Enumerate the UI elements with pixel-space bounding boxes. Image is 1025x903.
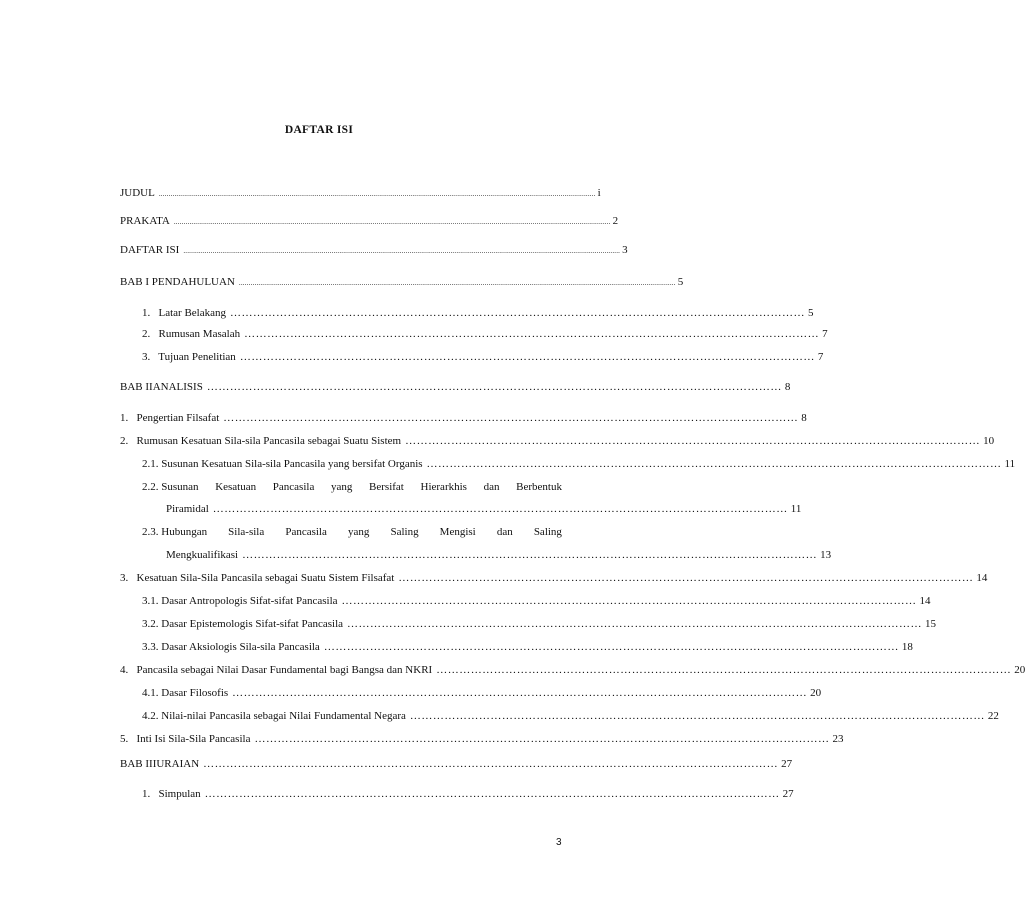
toc-entry-rumusan-kesatuan[interactable] (120, 434, 995, 448)
toc-entry-label: 1. Pengertian Filsafat (120, 412, 220, 424)
dot-leader: …………………………………………………………………………………………………………………………………… (203, 758, 779, 770)
dot-leader: …………………………………………………………………………………………………………………………………… (223, 412, 799, 424)
toc-entry-label: 2.1. Susunan Kesatuan Sila-sila Pancasila yang bersifat Organis (142, 458, 423, 470)
toc-entry-hubungan[interactable] (142, 525, 562, 539)
dot-leader: …………………………………………………………………………………………………………………………………… (323, 641, 899, 653)
toc-entry-label: BAB I PENDAHULUAN (120, 276, 235, 288)
toc-entry-label: 4. Pancasila sebagai Nilai Dasar Fundamental bagi Bangsa dan NKRI (120, 664, 433, 676)
toc-entry-label: Mengkualifikasi (166, 549, 239, 561)
dot-leader: …………………………………………………………………………………………………………………………………… (232, 687, 808, 699)
toc-entry-page: 15 (925, 618, 937, 630)
toc-entry-label: 3.3. Dasar Aksiologis Sila-sila Pancasila (142, 641, 320, 653)
dot-leader: …………………………………………………………………………………………………………………………………… (426, 458, 1002, 470)
toc-entry-page: 11 (790, 503, 802, 515)
dot-leader: …………………………………………………………………………………………………………………………………… (212, 503, 788, 515)
word: Mengisi (439, 526, 476, 538)
dot-leader: ................................................................................................................................................................................................................................ (158, 190, 596, 198)
dot-leader: ................................................................................................................................................................................................................................ (183, 247, 621, 255)
word: Saling (390, 526, 419, 538)
toc-entry-dasar-filosofis[interactable] (142, 686, 822, 700)
toc-entry-pengertian-filsafat[interactable] (120, 411, 807, 425)
toc-entry-label: 3.1. Dasar Antropologis Sifat-sifat Pancasila (142, 595, 338, 607)
toc-entry-prakata[interactable] (120, 214, 619, 229)
toc-entry-nilai-dasar-fundamental[interactable] (120, 663, 1025, 677)
toc-entry-page: 14 (976, 572, 988, 584)
page-title: DAFTAR ISI (284, 124, 354, 136)
dot-leader: …………………………………………………………………………………………………………………………………… (405, 435, 981, 447)
word: Sila-sila (228, 526, 265, 538)
toc-entry-simpulan[interactable] (142, 787, 794, 801)
toc-entry-bab-2[interactable] (120, 380, 791, 394)
toc-entry-label: Piramidal (166, 503, 209, 515)
dot-leader: …………………………………………………………………………………………………………………………………… (230, 307, 805, 319)
dot-leader: …………………………………………………………………………………………………………………………………… (436, 664, 1012, 676)
word: dan (496, 526, 513, 538)
dot-leader: …………………………………………………………………………………………………………………………………… (347, 618, 923, 630)
toc-entry-page: i (597, 187, 601, 199)
toc-entry-susunan-hierarkhis[interactable] (142, 480, 562, 494)
dot-leader: …………………………………………………………………………………………………………………………………… (204, 788, 780, 800)
toc-entry-dasar-epistemologis[interactable] (142, 617, 937, 631)
word: yang (347, 526, 370, 538)
toc-entry-label: 3. Kesatuan Sila-Sila Pancasila sebagai Suatu Sistem Filsafat (120, 572, 395, 584)
dot-leader: ................................................................................................................................................................................................................................ (173, 218, 611, 226)
toc-entry-page: 27 (782, 788, 794, 800)
toc-entry-label: 3.2. Dasar Epistemologis Sifat-sifat Pancasila (142, 618, 344, 630)
word: dan (483, 481, 500, 493)
page-number: 3 (556, 837, 562, 848)
toc-entry-page: 8 (784, 381, 791, 393)
toc-entry-bab-3[interactable] (120, 757, 793, 771)
word: yang (330, 481, 353, 493)
toc-entry-rumusan-masalah[interactable] (142, 327, 828, 341)
toc-entry-page: 14 (919, 595, 931, 607)
toc-entry-label: 1. Latar Belakang (142, 307, 226, 319)
toc-entry-tujuan-penelitian[interactable] (142, 350, 824, 364)
toc-entry-page: 13 (820, 549, 832, 561)
toc-entry-label: BAB II (120, 381, 153, 393)
toc-entry-label: BAB III (120, 758, 157, 770)
toc-entry-label: 1. Simpulan (142, 788, 201, 800)
toc-entry-dasar-aksiologis[interactable] (142, 640, 913, 654)
toc-entry-bab-1[interactable] (120, 275, 684, 290)
toc-entry-judul[interactable] (120, 186, 601, 201)
word: Pancasila (272, 481, 315, 493)
toc-entry-label (142, 525, 562, 539)
toc-entry-nilai-fundamental-negara[interactable] (142, 709, 999, 723)
word: Saling (533, 526, 562, 538)
dot-leader: …………………………………………………………………………………………………………………………………… (409, 710, 985, 722)
word: Hierarkhis (420, 481, 467, 493)
word: 2.3. Hubungan (142, 526, 208, 538)
toc-entry-inti-isi[interactable] (120, 732, 844, 746)
word: 2.2. Susunan (142, 481, 199, 493)
dot-leader: …………………………………………………………………………………………………………………………………… (242, 549, 818, 561)
dot-leader: …………………………………………………………………………………………………………………………………… (341, 595, 917, 607)
toc-entry-latar-belakang[interactable] (142, 306, 814, 320)
toc-entry-page: 11 (1004, 458, 1016, 470)
toc-entry-label: JUDUL (120, 187, 155, 199)
word: Pancasila (285, 526, 327, 538)
toc-entry-label: 5. Inti Isi Sila-Sila Pancasila (120, 733, 251, 745)
dot-leader: …………………………………………………………………………………………………………………………………… (239, 351, 815, 363)
toc-entry-page: 7 (817, 351, 824, 363)
dot-leader: …………………………………………………………………………………………………………………………………… (398, 572, 974, 584)
toc-entry-label: 2. Rumusan Masalah (142, 328, 241, 340)
toc-entry-page: 10 (983, 435, 995, 447)
toc-entry-kesatuan-sistem-filsafat[interactable] (120, 571, 988, 585)
toc-entry-label: ANALISIS (152, 381, 203, 393)
toc-entry-page: 3 (622, 244, 628, 256)
toc-entry-piramidal[interactable] (166, 502, 802, 516)
dot-leader: …………………………………………………………………………………………………………………………………… (206, 381, 782, 393)
toc-entry-page: 5 (808, 307, 814, 319)
toc-entry-label: 4.1. Dasar Filosofis (142, 687, 229, 699)
toc-entry-page: 22 (987, 710, 999, 722)
dot-leader: …………………………………………………………………………………………………………………………………… (244, 328, 820, 340)
word: Berbentuk (516, 481, 562, 493)
toc-entry-page: 18 (901, 641, 913, 653)
toc-entry-page: 23 (832, 733, 844, 745)
toc-entry-page: 5 (677, 276, 684, 288)
toc-entry-daftar-isi[interactable] (120, 243, 628, 258)
toc-entry-page: 8 (801, 412, 807, 424)
toc-entry-label: 2. Rumusan Kesatuan Sila-sila Pancasila sebagai Suatu Sistem (120, 435, 402, 447)
toc-entry-dasar-antropologis[interactable] (142, 594, 931, 608)
toc-entry-mengkualifikasi[interactable] (166, 548, 832, 562)
toc-entry-page: 2 (612, 215, 619, 227)
toc-entry-susunan-organis[interactable] (142, 457, 1016, 471)
word: Bersifat (369, 481, 404, 493)
dot-leader: …………………………………………………………………………………………………………………………………… (254, 733, 830, 745)
toc-entry-page: 7 (822, 328, 828, 340)
dot-leader: ................................................................................................................................................................................................................................ (238, 279, 676, 287)
toc-entry-page: 27 (781, 758, 793, 770)
toc-entry-page: 20 (810, 687, 822, 699)
toc-entry-label: 3. Tujuan Penelitian (142, 351, 236, 363)
toc-entry-label: URAIAN (156, 758, 200, 770)
toc-entry-label: PRAKATA (120, 215, 170, 227)
toc-entry-label: 4.2. Nilai-nilai Pancasila sebagai Nilai Fundamental Negara (142, 710, 406, 722)
toc-entry-label (142, 480, 562, 494)
toc-entry-page: 20 (1014, 664, 1025, 676)
toc-entry-label: DAFTAR ISI (120, 244, 180, 256)
word: Kesatuan (215, 481, 257, 493)
